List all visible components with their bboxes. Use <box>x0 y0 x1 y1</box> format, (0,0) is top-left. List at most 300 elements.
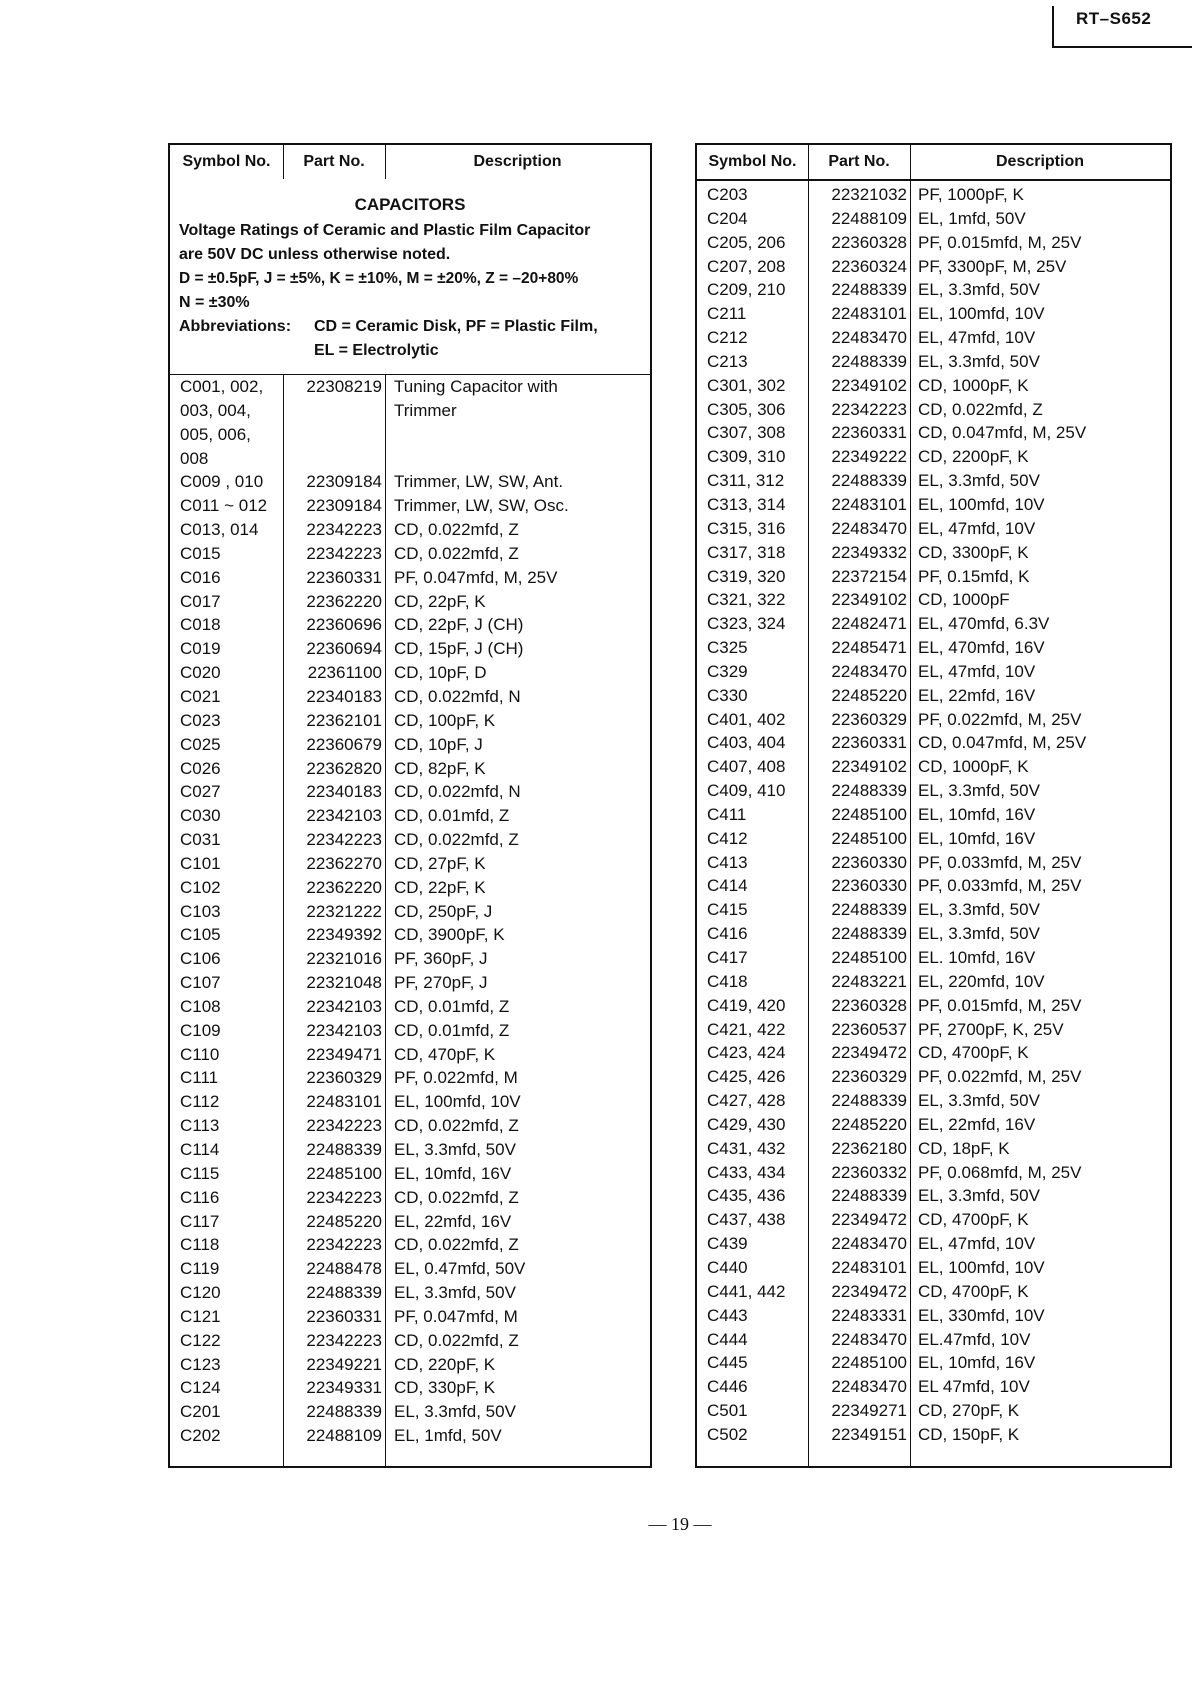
part-no-cell: 22362270 <box>306 853 382 873</box>
description-cell: PF, 0.015mfd, M, 25V <box>918 232 1082 252</box>
description-cell: PF, 360pF, J <box>394 949 488 969</box>
symbol-no-cell: C117 <box>180 1211 220 1231</box>
part-no-cell: 22349102 <box>831 757 907 777</box>
voltage-note-line1: Voltage Ratings of Ceramic and Plastic Film Capacitor <box>179 222 591 239</box>
model-number-box <box>1052 6 1192 48</box>
part-no-cell: 22342223 <box>831 399 907 419</box>
symbol-no-cell: C301, 302 <box>707 375 786 395</box>
description-cell: EL, 22mfd, 16V <box>918 1114 1036 1134</box>
description-cell: EL, 100mfd, 10V <box>918 494 1045 514</box>
part-no-cell: 22488339 <box>831 1091 907 1111</box>
description-cell: CD, 15pF, J (CH) <box>394 639 524 659</box>
symbol-no-cell: C425, 426 <box>707 1067 786 1087</box>
description-cell: PF, 0.047mfd, M, 25V <box>394 567 558 587</box>
symbol-no-cell: C013, 014 <box>180 520 259 540</box>
parts-table-right <box>695 143 1172 1468</box>
symbol-no-cell: C501 <box>707 1401 748 1421</box>
header-part-no: Part No. <box>828 153 890 170</box>
part-no-cell: 22349392 <box>306 925 382 945</box>
part-no-cell: 22321032 <box>831 185 907 204</box>
part-no-cell: 22342223 <box>306 1187 382 1207</box>
part-no-cell: 22360328 <box>831 232 907 252</box>
part-no-cell: 22360694 <box>306 639 382 659</box>
symbol-no-cell: C311, 312 <box>707 471 785 491</box>
table-row <box>170 661 650 685</box>
symbol-no-cell: C017 <box>180 591 221 611</box>
description-cell: Trimmer <box>394 400 457 420</box>
tolerance-codes: D = ±0.5pF, J = ±5%, K = ±10%, M = ±20%, Z = –20+80% <box>179 270 579 287</box>
table-row <box>170 1257 650 1281</box>
description-cell: EL, 0.47mfd, 50V <box>394 1259 526 1279</box>
symbol-no-cell: C203 <box>707 185 748 204</box>
description-cell: CD, 0.022mfd, Z <box>918 399 1043 419</box>
symbol-no-cell: C102 <box>180 877 221 897</box>
table-row <box>170 709 650 733</box>
part-no-cell: 22309184 <box>306 472 382 492</box>
table-row <box>697 779 1170 803</box>
table-row <box>170 852 650 876</box>
part-no-cell: 22485220 <box>831 685 907 705</box>
symbol-no-cell: C305, 306 <box>707 399 786 419</box>
part-no-cell: 22321016 <box>306 949 382 969</box>
part-no-cell: 22483470 <box>831 518 907 538</box>
symbol-no-cell: C435, 436 <box>707 1186 786 1206</box>
table-row <box>697 445 1170 469</box>
table-row <box>170 542 650 566</box>
part-no-cell: 22488339 <box>831 471 907 491</box>
description-cell: PF, 0.022mfd, M, 25V <box>918 709 1082 729</box>
table-row <box>170 494 650 518</box>
table-row <box>697 421 1170 445</box>
symbol-no-cell: C110 <box>180 1044 220 1064</box>
part-no-cell: 22488339 <box>831 924 907 944</box>
symbol-no-cell: C411 <box>707 804 747 824</box>
symbol-no-cell: C121 <box>180 1306 221 1326</box>
symbol-no-cell: C412 <box>707 828 748 848</box>
description-cell: CD, 4700pF, K <box>918 1210 1029 1230</box>
symbol-no-cell: C427, 428 <box>707 1091 786 1111</box>
description-cell: CD, 1000pF, K <box>918 375 1029 395</box>
part-no-cell: 22488339 <box>831 280 907 300</box>
model-number: RT–S652 <box>1076 9 1152 28</box>
symbol-no-cell: C419, 420 <box>707 995 786 1015</box>
symbol-no-cell: C212 <box>707 328 748 348</box>
description-cell: CD, 100pF, K <box>394 710 496 730</box>
table-row <box>170 375 650 399</box>
symbol-no-cell: C444 <box>707 1329 748 1349</box>
table-row <box>170 1019 650 1043</box>
symbol-no-cell: C026 <box>180 758 221 778</box>
description-cell: EL, 3.3mfd, 50V <box>918 900 1040 920</box>
table-row <box>170 1138 650 1162</box>
symbol-no-cell: C213 <box>707 351 748 371</box>
table-row <box>697 660 1170 684</box>
part-no-cell: 22482471 <box>831 614 907 634</box>
description-cell: CD, 470pF, K <box>394 1044 496 1064</box>
table-row <box>697 874 1170 898</box>
table-row <box>697 565 1170 589</box>
part-no-cell: 22340183 <box>306 686 382 706</box>
table-row <box>170 1043 650 1067</box>
part-no-cell: 22360329 <box>831 709 907 729</box>
table-row <box>697 803 1170 827</box>
table-row <box>170 1329 650 1353</box>
description-cell: CD, 150pF, K <box>918 1424 1020 1444</box>
part-no-cell: 22361100 <box>307 663 382 683</box>
table-row <box>170 637 650 661</box>
part-no-cell: 22360696 <box>306 615 382 635</box>
part-no-cell: 22360331 <box>831 733 907 753</box>
header-symbol-no: Symbol No. <box>708 153 797 170</box>
description-cell: CD, 3900pF, K <box>394 925 505 945</box>
symbol-no-cell: C317, 318 <box>707 542 786 562</box>
symbol-no-cell: C403, 404 <box>707 733 786 753</box>
table-row <box>697 183 1170 207</box>
symbol-no-cell: C115 <box>180 1163 220 1183</box>
table-row <box>697 1065 1170 1089</box>
table-row <box>170 470 650 494</box>
section-title: CAPACITORS <box>354 195 466 214</box>
description-cell: CD, 27pF, K <box>394 853 486 873</box>
description-cell: CD, 0.022mfd, Z <box>394 1330 519 1350</box>
description-cell: CD, 0.01mfd, Z <box>394 1020 510 1040</box>
symbol-no-cell: C027 <box>180 782 221 802</box>
symbol-no-cell: C416 <box>707 924 748 944</box>
description-cell: EL, 1mfd, 50V <box>394 1426 502 1446</box>
part-no-cell: 22485100 <box>831 948 907 967</box>
description-cell: CD, 18pF, K <box>918 1138 1010 1158</box>
symbol-no-cell: C409, 410 <box>707 781 786 801</box>
table-row <box>697 541 1170 565</box>
part-no-cell: 22483101 <box>306 1092 382 1112</box>
table-row <box>697 493 1170 517</box>
symbol-no-cell: C211 <box>707 304 747 324</box>
symbol-no-cell: C122 <box>180 1330 221 1350</box>
table-row <box>697 1256 1170 1280</box>
table-row <box>697 755 1170 779</box>
table-row <box>170 447 650 471</box>
table-row <box>170 1210 650 1234</box>
table-row <box>170 804 650 828</box>
header-description: Description <box>473 153 562 170</box>
description-cell: PF, 0.068mfd, M, 25V <box>918 1162 1082 1182</box>
table-row <box>170 733 650 757</box>
symbol-no-cell: C015 <box>180 543 221 563</box>
symbol-no-cell: C445 <box>707 1353 748 1373</box>
part-no-cell: 22342103 <box>306 806 382 826</box>
description-cell: CD, 0.022mfd, Z <box>394 1187 519 1207</box>
symbol-no-cell: C440 <box>707 1257 748 1277</box>
table-row <box>170 399 650 423</box>
description-cell: PF, 0.015mfd, M, 25V <box>918 995 1082 1015</box>
header-part-no: Part No. <box>303 153 365 170</box>
symbol-no-cell: C107 <box>180 973 221 993</box>
description-cell: CD, 0.047mfd, M, 25V <box>918 423 1087 443</box>
table-row <box>697 994 1170 1018</box>
table-row <box>697 588 1170 612</box>
part-no-cell: 22349472 <box>831 1043 907 1063</box>
part-no-cell: 22488339 <box>831 781 907 801</box>
description-cell: CD, 22pF, K <box>394 591 486 611</box>
symbol-no-cell: C421, 422 <box>707 1019 786 1039</box>
symbol-no-cell: C323, 324 <box>707 614 786 634</box>
table-row <box>170 1424 650 1448</box>
table-row <box>697 207 1170 231</box>
description-cell: EL, 47mfd, 10V <box>918 661 1036 681</box>
symbol-no-cell: C025 <box>180 734 221 754</box>
description-cell: CD, 1000pF, K <box>918 757 1029 777</box>
part-no-cell: 22349471 <box>306 1044 382 1064</box>
symbol-no-cell: C446 <box>707 1377 748 1397</box>
page-number: — 19 — <box>648 1514 712 1534</box>
part-no-cell: 22309184 <box>306 496 382 516</box>
table-row <box>170 1305 650 1329</box>
part-no-cell: 22485100 <box>831 828 907 848</box>
description-cell: PF, 270pF, J <box>394 973 488 993</box>
symbol-no-cell: C001, 002, <box>180 377 264 396</box>
table-row <box>170 995 650 1019</box>
symbol-no-cell: C020 <box>180 663 221 683</box>
table-row <box>170 1066 650 1090</box>
description-cell: EL 47mfd, 10V <box>918 1377 1030 1397</box>
part-no-cell: 22321222 <box>306 901 382 921</box>
part-no-cell: 22342103 <box>306 996 382 1016</box>
description-cell: Trimmer, LW, SW, Ant. <box>394 472 564 492</box>
part-no-cell: 22360331 <box>306 1306 382 1326</box>
description-cell: EL. 10mfd, 16V <box>918 948 1036 967</box>
table-row <box>697 326 1170 350</box>
part-no-cell: 22485100 <box>831 1353 907 1373</box>
description-cell: EL, 470mfd, 16V <box>918 638 1045 658</box>
description-cell: EL, 3.3mfd, 50V <box>918 924 1040 944</box>
part-no-cell: 22488109 <box>306 1426 382 1446</box>
table-row <box>697 946 1170 970</box>
table-row <box>697 1137 1170 1161</box>
table-row <box>697 1399 1170 1423</box>
part-no-cell: 22485100 <box>306 1163 382 1183</box>
description-cell: EL, 10mfd, 16V <box>394 1163 512 1183</box>
symbol-no-cell: C016 <box>180 567 221 587</box>
part-no-cell: 22488109 <box>831 208 907 228</box>
description-cell: EL, 1mfd, 50V <box>918 208 1026 228</box>
symbol-no-cell: C413 <box>707 852 748 872</box>
part-no-cell: 22483470 <box>831 1377 907 1397</box>
symbol-no-cell: 003, 004, <box>180 400 251 420</box>
symbol-no-cell: C123 <box>180 1354 221 1374</box>
table-row <box>697 684 1170 708</box>
part-no-cell: 22360329 <box>831 1067 907 1087</box>
table-row <box>170 828 650 852</box>
description-cell: CD, 22pF, J (CH) <box>394 615 524 635</box>
table-row <box>170 780 650 804</box>
description-cell: CD, 82pF, K <box>394 758 486 778</box>
table-row <box>170 1114 650 1138</box>
table-row <box>697 1018 1170 1042</box>
description-cell: CD, 0.047mfd, M, 25V <box>918 733 1087 753</box>
description-cell: EL, 470mfd, 6.3V <box>918 614 1050 634</box>
part-no-cell: 22488339 <box>306 1283 382 1303</box>
symbol-no-cell: C120 <box>180 1283 221 1303</box>
description-cell: EL, 47mfd, 10V <box>918 518 1036 538</box>
symbol-no-cell: C113 <box>180 1116 220 1136</box>
description-cell: EL, 22mfd, 16V <box>918 685 1036 705</box>
symbol-no-cell: C019 <box>180 639 221 659</box>
symbol-no-cell: C201 <box>180 1402 221 1422</box>
table-row <box>697 922 1170 946</box>
table-row <box>170 613 650 637</box>
symbol-no-cell: C105 <box>180 925 221 945</box>
abbreviations-line1: CD = Ceramic Disk, PF = Plastic Film, <box>314 318 598 335</box>
description-cell: CD, 0.022mfd, Z <box>394 520 519 540</box>
part-no-cell: 22360330 <box>831 876 907 896</box>
description-cell: PF, 1000pF, K <box>918 185 1024 204</box>
symbol-no-cell: C124 <box>180 1378 221 1398</box>
table-row <box>697 469 1170 493</box>
description-cell: EL, 10mfd, 16V <box>918 1353 1036 1373</box>
symbol-no-cell: C321, 322 <box>707 590 786 610</box>
description-cell: CD, 250pF, J <box>394 901 493 921</box>
part-no-cell: 22488339 <box>831 351 907 371</box>
symbol-no-cell: C204 <box>707 208 748 228</box>
description-cell: EL, 10mfd, 16V <box>918 828 1036 848</box>
symbol-no-cell: C307, 308 <box>707 423 786 443</box>
symbol-no-cell: C116 <box>180 1187 220 1207</box>
table-row <box>697 851 1170 875</box>
table-row <box>170 900 650 924</box>
description-cell: EL, 3.3mfd, 50V <box>918 1091 1040 1111</box>
table-row <box>170 566 650 590</box>
part-no-cell: 22349221 <box>306 1354 382 1374</box>
part-no-cell: 22488339 <box>831 1186 907 1206</box>
description-cell: EL, 3.3mfd, 50V <box>918 280 1040 300</box>
symbol-no-cell: C011 ~ 012 <box>180 496 268 516</box>
table-row <box>697 827 1170 851</box>
symbol-no-cell: C119 <box>180 1259 220 1279</box>
part-no-cell: 22483470 <box>831 1234 907 1254</box>
part-no-cell: 22321048 <box>306 973 382 993</box>
voltage-note-line2: are 50V DC unless otherwise noted. <box>179 246 451 263</box>
table-row <box>697 1232 1170 1256</box>
symbol-no-cell: C418 <box>707 971 748 991</box>
description-cell: CD, 0.022mfd, Z <box>394 1116 519 1136</box>
table-row <box>697 1041 1170 1065</box>
symbol-no-cell: C106 <box>180 949 221 969</box>
right-table-rows <box>697 183 1170 1447</box>
symbol-no-cell: C401, 402 <box>707 709 786 729</box>
table-row <box>697 1280 1170 1304</box>
symbol-no-cell: C502 <box>707 1424 748 1444</box>
symbol-no-cell: C030 <box>180 806 221 826</box>
description-cell: Tuning Capacitor with <box>394 377 558 396</box>
part-no-cell: 22349102 <box>831 375 907 395</box>
part-no-cell: 22488339 <box>306 1402 382 1422</box>
description-cell: EL, 47mfd, 10V <box>918 1234 1036 1254</box>
table-row <box>170 876 650 900</box>
part-no-cell: 22340183 <box>306 782 382 802</box>
part-no-cell: 22349331 <box>306 1378 382 1398</box>
symbol-no-cell: C315, 316 <box>707 518 786 538</box>
table-row <box>697 970 1170 994</box>
table-row <box>697 1375 1170 1399</box>
table-row <box>697 1328 1170 1352</box>
description-cell: CD, 0.022mfd, N <box>394 782 521 802</box>
description-cell: CD, 4700pF, K <box>918 1281 1029 1301</box>
table-row <box>170 518 650 542</box>
part-no-cell: 22362180 <box>831 1138 907 1158</box>
table-row <box>697 1161 1170 1185</box>
capacitor-notes <box>170 179 650 375</box>
symbol-no-cell: 005, 006, <box>180 424 251 444</box>
part-no-cell: 22362220 <box>306 877 382 897</box>
part-no-cell: 22360537 <box>831 1019 907 1039</box>
description-cell: EL, 220mfd, 10V <box>918 971 1045 991</box>
description-cell: EL, 330mfd, 10V <box>918 1305 1045 1325</box>
table-row <box>170 1400 650 1424</box>
part-no-cell: 22349332 <box>831 542 907 562</box>
part-no-cell: 22488339 <box>831 900 907 920</box>
table-row <box>170 1353 650 1377</box>
description-cell: CD, 10pF, J <box>394 734 483 754</box>
symbol-no-cell: C207, 208 <box>707 256 786 276</box>
symbol-no-cell: C031 <box>180 830 221 850</box>
table-row <box>697 517 1170 541</box>
part-no-cell: 22342223 <box>306 1330 382 1350</box>
part-no-cell: 22342223 <box>306 1235 382 1255</box>
table-header <box>697 145 1170 181</box>
part-no-cell: 22483331 <box>831 1305 907 1325</box>
table-row <box>697 231 1170 255</box>
part-no-cell: 22360330 <box>831 852 907 872</box>
symbol-no-cell: C309, 310 <box>707 447 786 467</box>
table-row <box>170 947 650 971</box>
part-no-cell: 22342223 <box>306 1116 382 1136</box>
symbol-no-cell: C329 <box>707 661 748 681</box>
description-cell: EL, 47mfd, 10V <box>918 328 1036 348</box>
part-no-cell: 22360324 <box>831 256 907 276</box>
table-row <box>697 612 1170 636</box>
description-cell: CD, 22pF, K <box>394 877 486 897</box>
part-no-cell: 22483470 <box>831 328 907 348</box>
symbol-no-cell: C114 <box>180 1140 220 1159</box>
table-row <box>697 731 1170 755</box>
part-no-cell: 22349102 <box>831 590 907 610</box>
symbol-no-cell: C118 <box>180 1235 220 1255</box>
description-cell: CD, 10pF, D <box>394 663 487 683</box>
symbol-no-cell: C407, 408 <box>707 757 786 777</box>
symbol-no-cell: C112 <box>180 1092 220 1112</box>
part-no-cell: 22372154 <box>831 566 907 586</box>
symbol-no-cell: C423, 424 <box>707 1043 786 1063</box>
description-cell: EL, 10mfd, 16V <box>918 804 1036 824</box>
part-no-cell: 22483101 <box>831 494 907 514</box>
table-row <box>697 1208 1170 1232</box>
table-row <box>170 1281 650 1305</box>
table-row <box>697 350 1170 374</box>
part-no-cell: 22485100 <box>831 804 907 824</box>
table-row <box>697 255 1170 279</box>
part-no-cell: 22349472 <box>831 1281 907 1301</box>
part-no-cell: 22349151 <box>831 1424 907 1444</box>
abbreviations-label: Abbreviations: <box>179 318 292 335</box>
table-row <box>697 1184 1170 1208</box>
table-row <box>170 1233 650 1257</box>
symbol-no-cell: C330 <box>707 685 748 705</box>
table-header <box>170 145 650 181</box>
part-no-cell: 22483470 <box>831 661 907 681</box>
part-no-cell: 22488478 <box>306 1259 382 1279</box>
table-row <box>697 1304 1170 1328</box>
description-cell: PF, 0.022mfd, M, 25V <box>918 1067 1082 1087</box>
